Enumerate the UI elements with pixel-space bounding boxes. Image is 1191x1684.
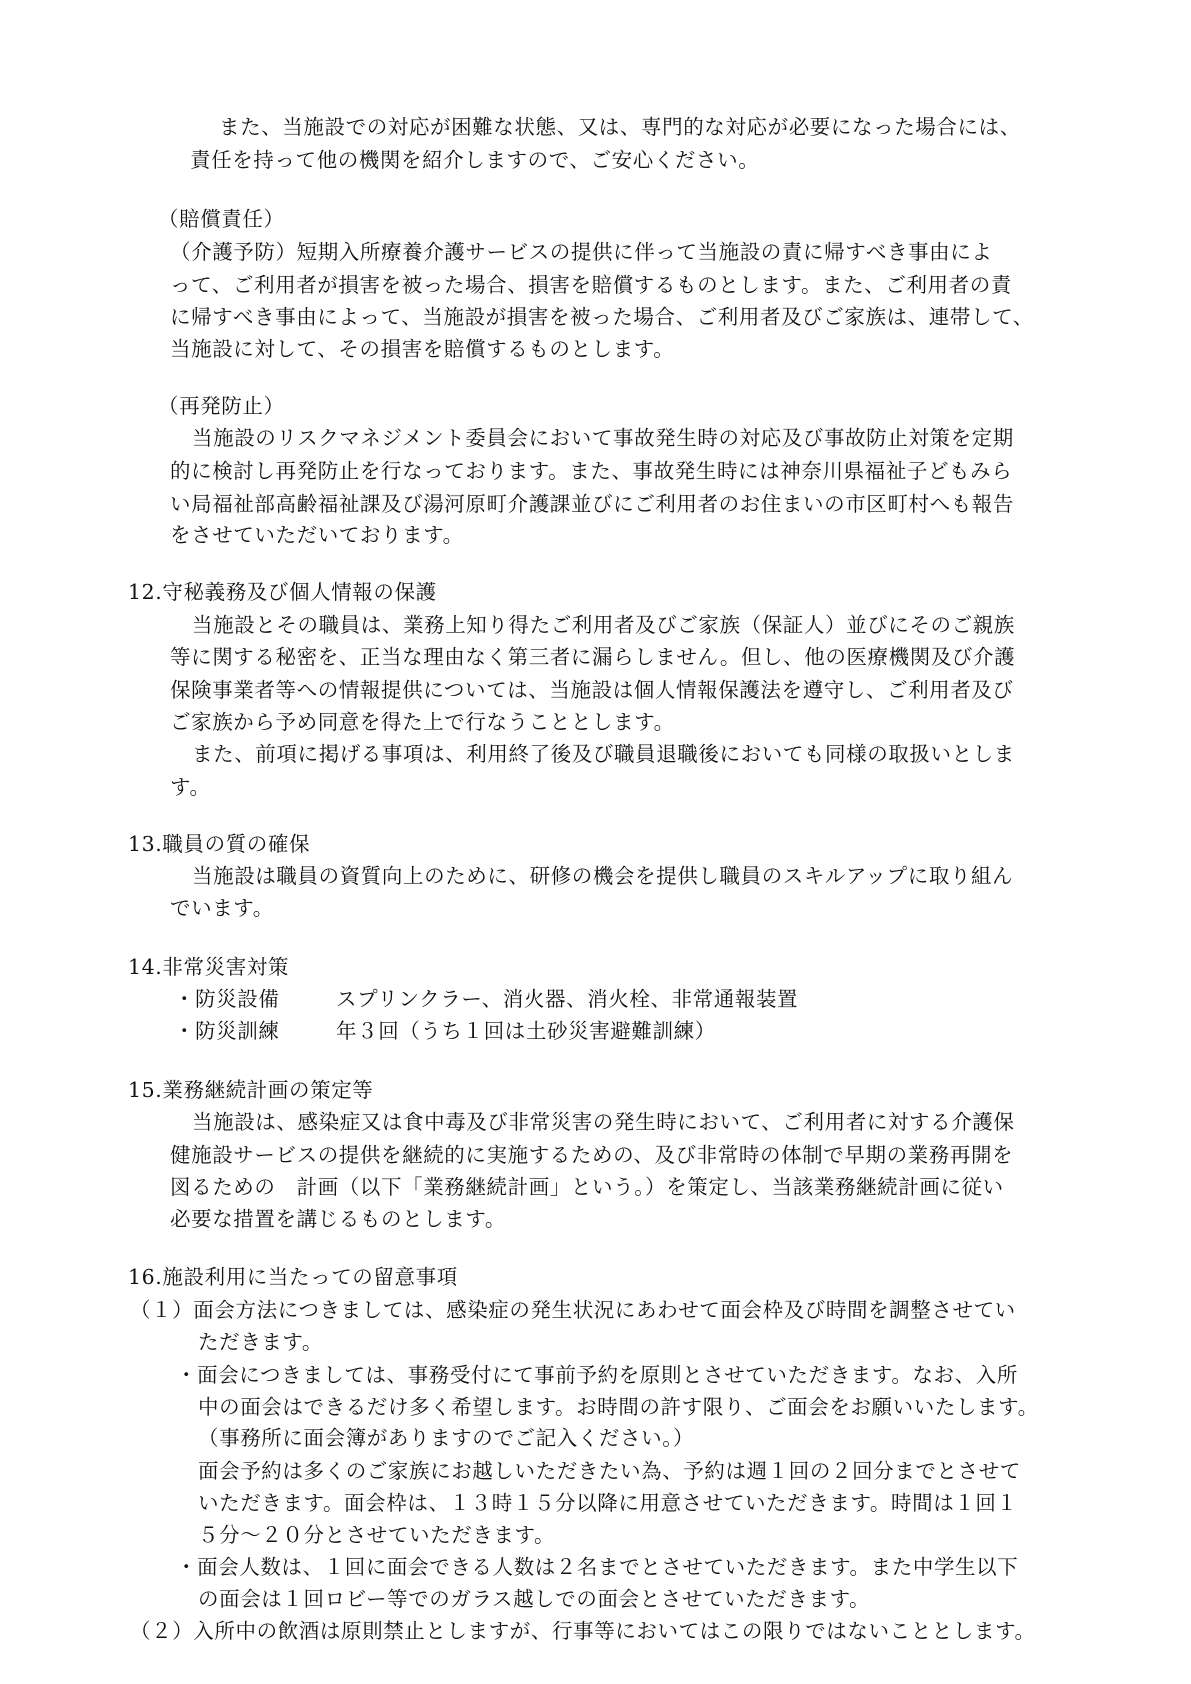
section-13-line: でいます。 xyxy=(170,896,274,920)
liability-line: （介護予防）短期入所療養介護サービスの提供に伴って当施設の責に帰すべき事由によ xyxy=(170,240,993,264)
section-12-line: 保険事業者等への情報提供については、当施設は個人情報保護法を遵守し、ご利用者及び xyxy=(170,678,1014,702)
recurrence-line: をさせていただいております。 xyxy=(170,523,464,547)
section-16-line: ただきます。 xyxy=(198,1330,323,1354)
section-12-heading: 12.守秘義務及び個人情報の保護 xyxy=(128,580,437,604)
disaster-item-label: ・防災設備 xyxy=(174,987,280,1011)
recurrence-line: 当施設のリスクマネジメント委員会において事故発生時の対応及び事故防止対策を定期 xyxy=(192,426,1014,450)
recurrence-heading: （再発防止） xyxy=(158,394,285,418)
section-13-line: 当施設は職員の資質向上のために、研修の機会を提供し職員のスキルアップに取り組ん xyxy=(192,864,1014,888)
section-16-line: （１）面会方法につきましては、感染症の発生状況にあわせて面会枠及び時間を調整させてい xyxy=(130,1298,1016,1322)
section-16-line: ５分～２０分とさせていただきます。 xyxy=(198,1523,556,1547)
disaster-item-value: スプリンクラー、消火器、消火栓、非常通報装置 xyxy=(336,987,799,1011)
section-16-line: （２）入所中の飲酒は原則禁止としますが、行事等においてはこの限りではないこととします。 xyxy=(130,1619,1036,1643)
liability-line: に帰すべき事由によって、当施設が損害を被った場合、ご利用者及びご家族は、連帯して、 xyxy=(170,305,1034,329)
section-15-line: 当施設は、感染症又は食中毒及び非常災害の発生時において、ご利用者に対する介護保 xyxy=(192,1110,1015,1134)
liability-line: って、ご利用者が損害を被った場合、損害を賠償するものとします。また、ご利用者の責 xyxy=(170,273,1012,297)
disaster-item-label: ・防災訓練 xyxy=(174,1019,280,1043)
section-16-line: （事務所に面会簿がありますのでご記入ください。） xyxy=(198,1426,695,1450)
section-16-line: 中の面会はできるだけ多く希望します。お時間の許す限り、ご面会をお願いいたします。 xyxy=(198,1395,1039,1419)
section-16-line: 面会予約は多くのご家族にお越しいただきたい為、予約は週１回の２回分までとさせて xyxy=(198,1459,1021,1483)
section-12-line: 等に関する秘密を、正当な理由なく第三者に漏らしません。但し、他の医療機関及び介護 xyxy=(170,645,1016,669)
section-16-line: いただきます。面会枠は、１３時１５分以降に用意させていただきます。時間は１回１ xyxy=(198,1491,1018,1515)
liability-heading: （賠償責任） xyxy=(158,207,285,231)
section-16-line: ・面会につきましては、事務受付にて事前予約を原則とさせていただきます。なお、入所 xyxy=(176,1363,1018,1387)
recurrence-line: い局福祉部高齢福祉課及び湯河原町介護課並びにご利用者のお住まいの市区町村へも報告 xyxy=(170,492,1014,516)
section-15-line: 図るための 計画（以下「業務継続計画」という。）を策定し、当該業務継続計画に従い xyxy=(170,1175,1004,1199)
section-16-heading: 16.施設利用に当たっての留意事項 xyxy=(128,1265,458,1289)
liability-line: 当施設に対して、その損害を賠償するものとします。 xyxy=(170,337,675,361)
section-16-line: ・面会人数は、１回に面会できる人数は２名までとさせていただきます。また中学生以下 xyxy=(176,1555,1019,1579)
section-15-line: 健施設サービスの提供を継続的に実施するための、及び非常時の体制で早期の業務再開を xyxy=(170,1143,1014,1167)
section-14-heading: 14.非常災害対策 xyxy=(128,955,290,979)
section-13-heading: 13.職員の質の確保 xyxy=(128,832,311,856)
section-12-line: す。 xyxy=(170,775,211,799)
section-15-heading: 15.業務継続計画の策定等 xyxy=(128,1078,374,1102)
disaster-item-value: 年３回（うち１回は土砂災害避難訓練） xyxy=(336,1019,716,1043)
section-12-line: ご家族から予め同意を得た上で行なうこととします。 xyxy=(170,710,675,734)
recurrence-line: 的に検討し再発防止を行なっております。また、事故発生時には神奈川県福祉子どもみら xyxy=(170,459,1013,483)
intro-line: また、当施設での対応が困難な状態、又は、専門的な対応が必要になった場合には、 xyxy=(219,115,1021,139)
section-16-line: の面会は１回ロビー等でのガラス越しでの面会とさせていただきます。 xyxy=(198,1587,871,1611)
section-12-line: 当施設とその職員は、業務上知り得たご利用者及びご家族（保証人）並びにそのご親族 xyxy=(192,613,1015,637)
section-15-line: 必要な措置を講じるものとします。 xyxy=(170,1207,506,1231)
intro-line: 責任を持って他の機関を紹介しますので、ご安心ください。 xyxy=(190,148,760,172)
section-12-line: また、前項に掲げる事項は、利用終了後及び職員退職後においても同様の取扱いとしま xyxy=(192,742,1015,766)
